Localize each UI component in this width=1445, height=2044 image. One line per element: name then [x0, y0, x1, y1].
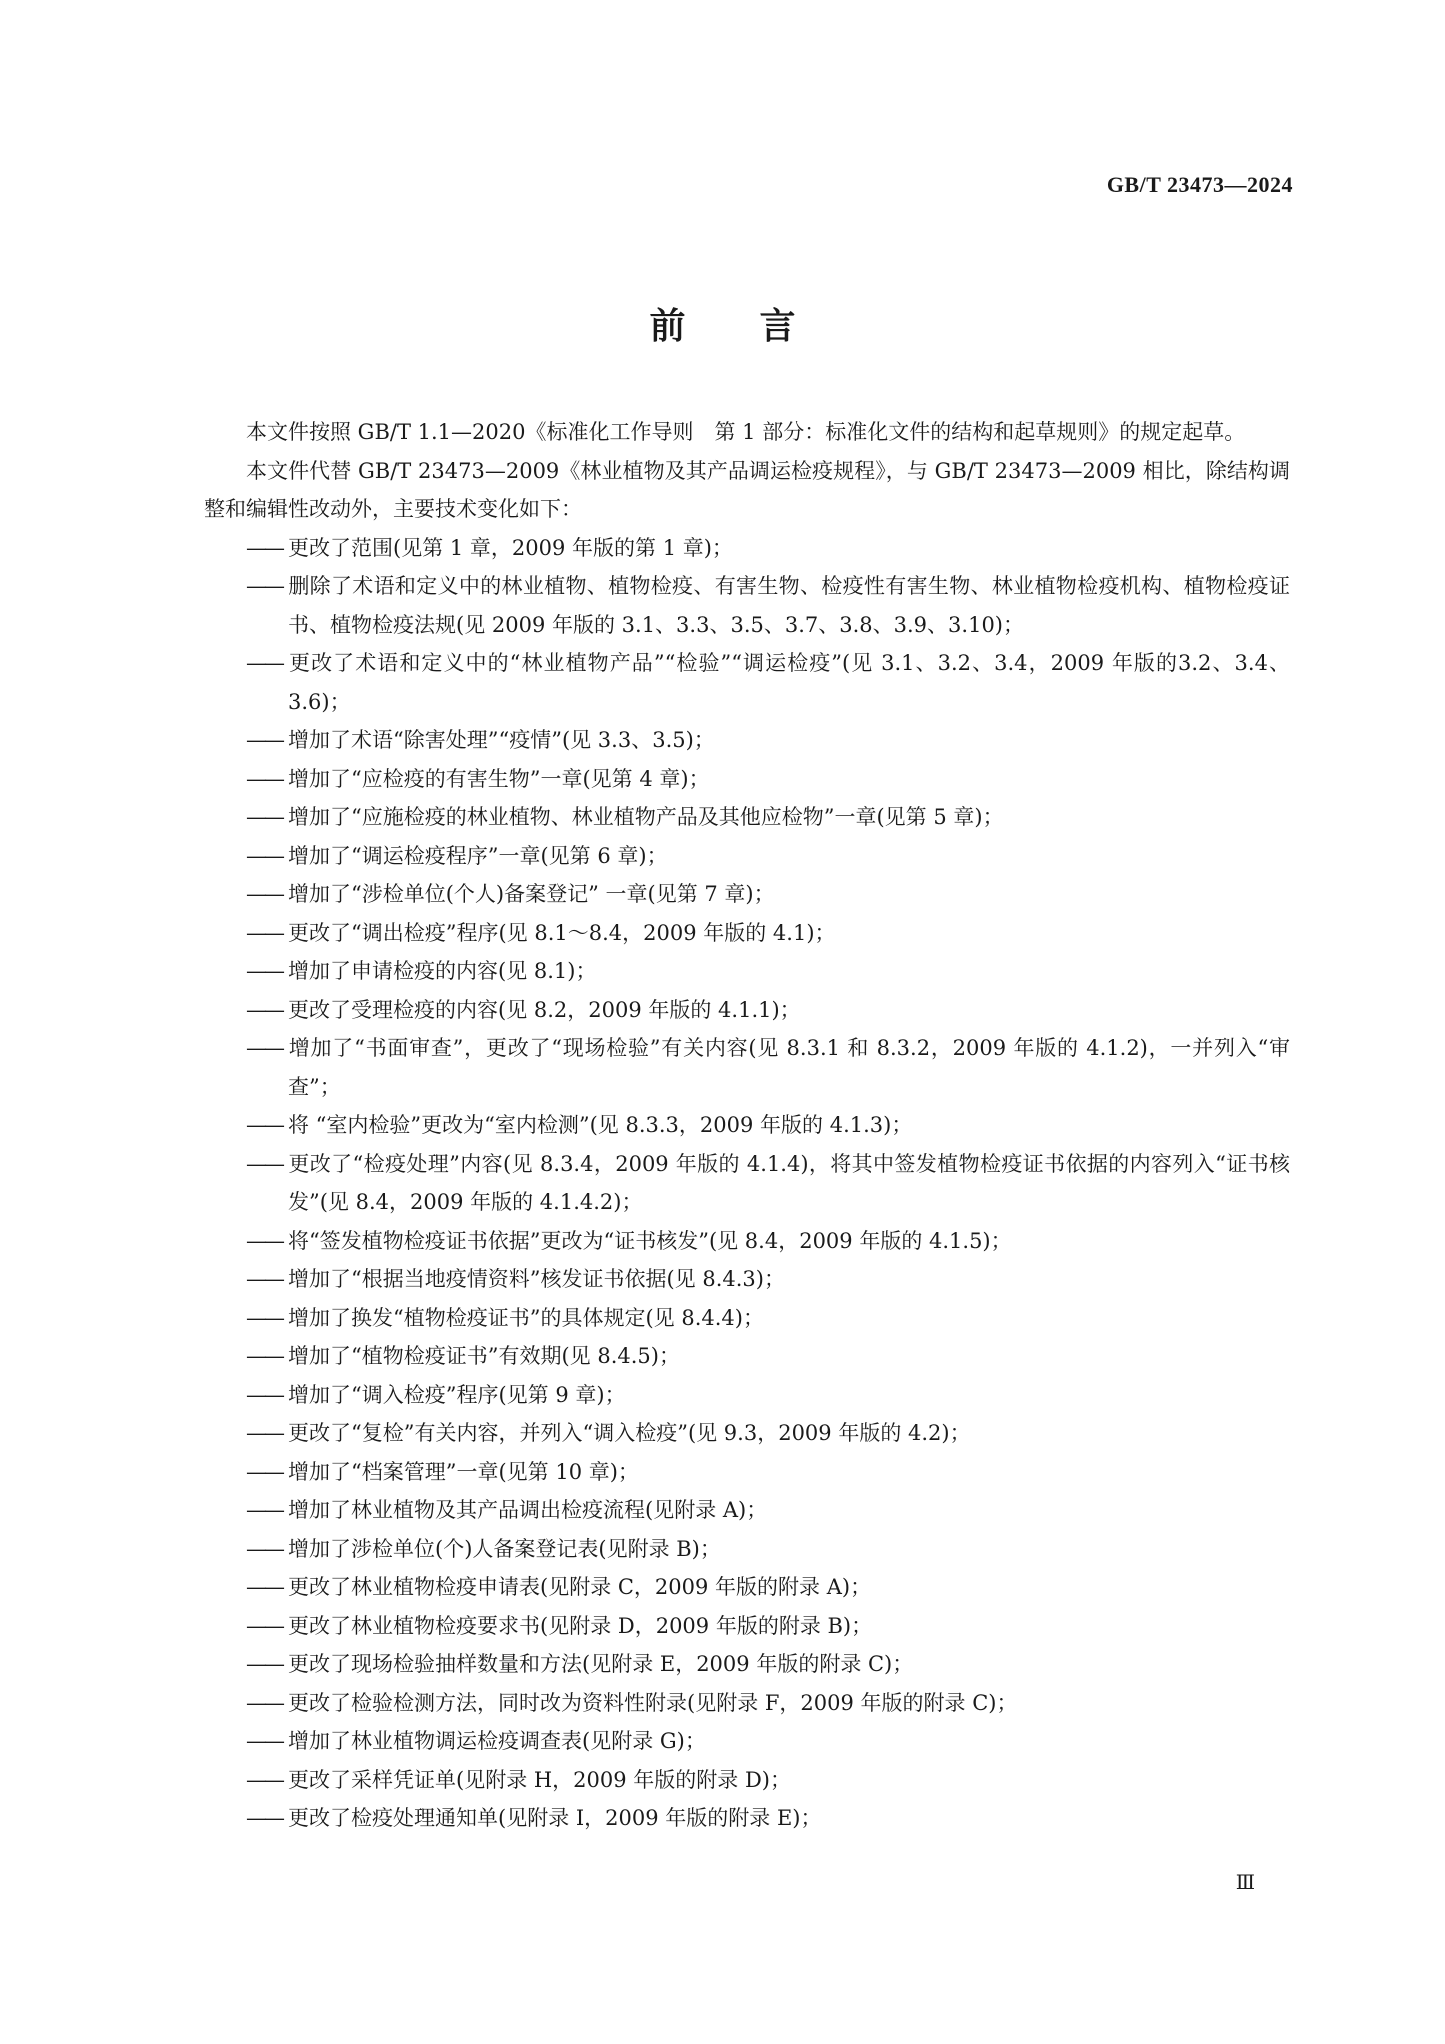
- change-text: 增加了“涉检单位(个人)备案登记” 一章(见第 7 章)；: [288, 882, 775, 906]
- change-item: [204, 760, 1290, 799]
- change-text: 增加了“根据当地疫情资料”核发证书依据(见 8.4.3)；: [288, 1267, 785, 1291]
- change-text: 更改了采样凭证单(见附录 H，2009 年版的附录 D)；: [288, 1767, 792, 1792]
- change-text: 增加了“档案管理”一章(见第 10 章)；: [288, 1459, 639, 1484]
- change-item: [204, 1684, 1290, 1723]
- change-text: 更改了林业植物检疫申请表(见附录 C，2009 年版的附录 A)；: [288, 1575, 872, 1599]
- change-text: 更改了“复检”有关内容，并列入“调入检疫”(见 9.3，2009 年版的 4.2)；: [288, 1421, 971, 1445]
- em-dash-marker: ——: [246, 651, 282, 675]
- em-dash-marker: ——: [246, 1151, 282, 1176]
- change-item: [204, 837, 1290, 876]
- change-item: [204, 1029, 1290, 1106]
- em-dash-marker: ——: [246, 882, 282, 906]
- em-dash-marker: ——: [246, 920, 282, 945]
- change-item: [204, 1299, 1290, 1338]
- em-dash-marker: ——: [246, 766, 282, 791]
- em-dash-marker: ——: [246, 1767, 282, 1792]
- em-dash-marker: ——: [246, 1228, 282, 1253]
- change-text: 增加了“植物检疫证书”有效期(见 8.4.5)；: [288, 1344, 680, 1368]
- change-text: 增加了涉检单位(个)人备案登记表(见附录 B)；: [288, 1536, 721, 1561]
- em-dash-marker: ——: [246, 1036, 282, 1060]
- change-text: 更改了林业植物检疫要求书(见附录 D，2009 年版的附录 B)；: [288, 1613, 873, 1638]
- em-dash-marker: ——: [246, 1382, 282, 1407]
- em-dash-marker: ——: [246, 1459, 282, 1484]
- change-item: [204, 991, 1290, 1030]
- change-item: [204, 952, 1290, 991]
- change-item: [204, 1222, 1290, 1261]
- em-dash-marker: ——: [246, 1305, 282, 1330]
- change-item: [204, 644, 1290, 721]
- change-item: [204, 1799, 1290, 1838]
- change-text: 增加了换发“植物检疫证书”的具体规定(见 8.4.4)；: [288, 1305, 764, 1330]
- em-dash-marker: ——: [246, 1344, 282, 1368]
- document-code: GB/T 23473—2024: [1106, 172, 1293, 197]
- change-item: [204, 1337, 1290, 1376]
- change-item: [204, 1106, 1290, 1145]
- change-text: 增加了“调运检疫程序”一章(见第 6 章)；: [288, 843, 668, 868]
- change-text: 增加了申请检疫的内容(见 8.1)；: [288, 959, 597, 983]
- em-dash-marker: ——: [246, 959, 282, 983]
- change-item: [204, 1761, 1290, 1800]
- foreword-body: [204, 413, 1290, 1838]
- technical-changes-list: [204, 529, 1290, 1838]
- em-dash-marker: ——: [246, 1806, 282, 1830]
- change-text: 更改了检验检测方法，同时改为资料性附录(见附录 F，2009 年版的附录 C)；: [288, 1690, 1018, 1715]
- em-dash-marker: ——: [246, 1267, 282, 1291]
- change-item: [204, 1453, 1290, 1492]
- change-item: [204, 1491, 1290, 1530]
- em-dash-marker: ——: [246, 574, 282, 598]
- em-dash-marker: ——: [246, 805, 282, 829]
- paragraph-replacement-note: 本文件代替 GB/T 23473—2009《林业植物及其产品调运检疫规程》，与 GB/T 23473—2009 相比，除结构调整和编辑性改动外，主要技术变化如下：: [204, 458, 1290, 521]
- change-text: 更改了现场检验抽样数量和方法(见附录 E，2009 年版的附录 C)；: [288, 1652, 914, 1676]
- change-item: [204, 1414, 1290, 1453]
- change-item: [204, 798, 1290, 837]
- change-text: 增加了“书面审查”，更改了“现场检验”有关内容(见 8.3.1 和 8.3.2，2009 年版的 4.1.2)，一并列入“审查”；: [288, 1036, 1290, 1099]
- em-dash-marker: ——: [246, 728, 282, 752]
- change-text: 将“签发植物检疫证书依据”更改为“证书核发”(见 8.4，2009 年版的 4.1.5)；: [288, 1228, 1012, 1253]
- change-text: 更改了范围(见第 1 章，2009 年版的第 1 章)；: [288, 535, 733, 560]
- change-item: [204, 914, 1290, 953]
- change-text: 增加了“应检疫的有害生物”一章(见第 4 章)；: [288, 766, 710, 791]
- change-item: [204, 1260, 1290, 1299]
- change-item: [204, 529, 1290, 568]
- change-text: 将 “室内检验”更改为“室内检测”(见 8.3.3，2009 年版的 4.1.3)；: [288, 1113, 913, 1137]
- change-item: [204, 875, 1290, 914]
- change-text: 更改了术语和定义中的“林业植物产品”“检验”“调运检疫”(见 3.1、3.2、3.4，2009 年版的3.2、3.4、3.6)；: [288, 651, 1290, 714]
- change-item: [204, 1568, 1290, 1607]
- em-dash-marker: ——: [246, 1652, 282, 1676]
- change-text: 增加了“调入检疫”程序(见第 9 章)；: [288, 1382, 626, 1407]
- change-item: [204, 1376, 1290, 1415]
- change-text: 更改了“调出检疫”程序(见 8.1～8.4，2009 年版的 4.1)；: [288, 920, 836, 945]
- change-item: [204, 1722, 1290, 1761]
- change-text: 更改了受理检疫的内容(见 8.2，2009 年版的 4.1.1)；: [288, 997, 801, 1022]
- em-dash-marker: ——: [246, 1498, 282, 1522]
- page-title: 前言: [649, 306, 870, 347]
- change-item: [204, 1145, 1290, 1222]
- change-item: [204, 721, 1290, 760]
- change-text: 增加了林业植物调运检疫调查表(见附录 G)；: [288, 1729, 706, 1753]
- em-dash-marker: ——: [246, 535, 282, 560]
- em-dash-marker: ——: [246, 1613, 282, 1638]
- em-dash-marker: ——: [246, 1729, 282, 1753]
- paragraph-drafting-basis: 本文件按照 GB/T 1.1—2020《标准化工作导则 第 1 部分：标准化文件的结构和起草规则》的规定起草。: [246, 420, 1246, 444]
- change-text: 更改了“检疫处理”内容(见 8.3.4，2009 年版的 4.1.4)，将其中签发植物检疫证书依据的内容列入“证书核发”(见 8.4，2009 年版的 4.1.4.2)；: [288, 1151, 1290, 1214]
- change-item: [204, 1530, 1290, 1569]
- em-dash-marker: ——: [246, 997, 282, 1022]
- change-item: [204, 1645, 1290, 1684]
- em-dash-marker: ——: [246, 1536, 282, 1561]
- change-text: 增加了术语“除害处理”“疫情”(见 3.3、3.5)；: [288, 728, 715, 752]
- em-dash-marker: ——: [246, 1575, 282, 1599]
- em-dash-marker: ——: [246, 1113, 282, 1137]
- em-dash-marker: ——: [246, 1690, 282, 1715]
- change-text: 更改了检疫处理通知单(见附录 I，2009 年版的附录 E)；: [288, 1806, 822, 1830]
- page-number: Ⅲ: [1235, 1872, 1255, 1894]
- em-dash-marker: ——: [246, 1421, 282, 1445]
- change-item: [204, 1607, 1290, 1646]
- change-text: 增加了林业植物及其产品调出检疫流程(见附录 A)；: [288, 1498, 768, 1522]
- change-text: 增加了“应施检疫的林业植物、林业植物产品及其他应检物”一章(见第 5 章)；: [288, 805, 1004, 829]
- change-text: 删除了术语和定义中的林业植物、植物检疫、有害生物、检疫性有害生物、林业植物检疫机构、植物检疫证书、植物检疫法规(见 2009 年版的 3.1、3.3、3.5、3.7、3.8、3.9、3.10)；: [288, 574, 1290, 637]
- change-item: [204, 567, 1290, 644]
- em-dash-marker: ——: [246, 843, 282, 868]
